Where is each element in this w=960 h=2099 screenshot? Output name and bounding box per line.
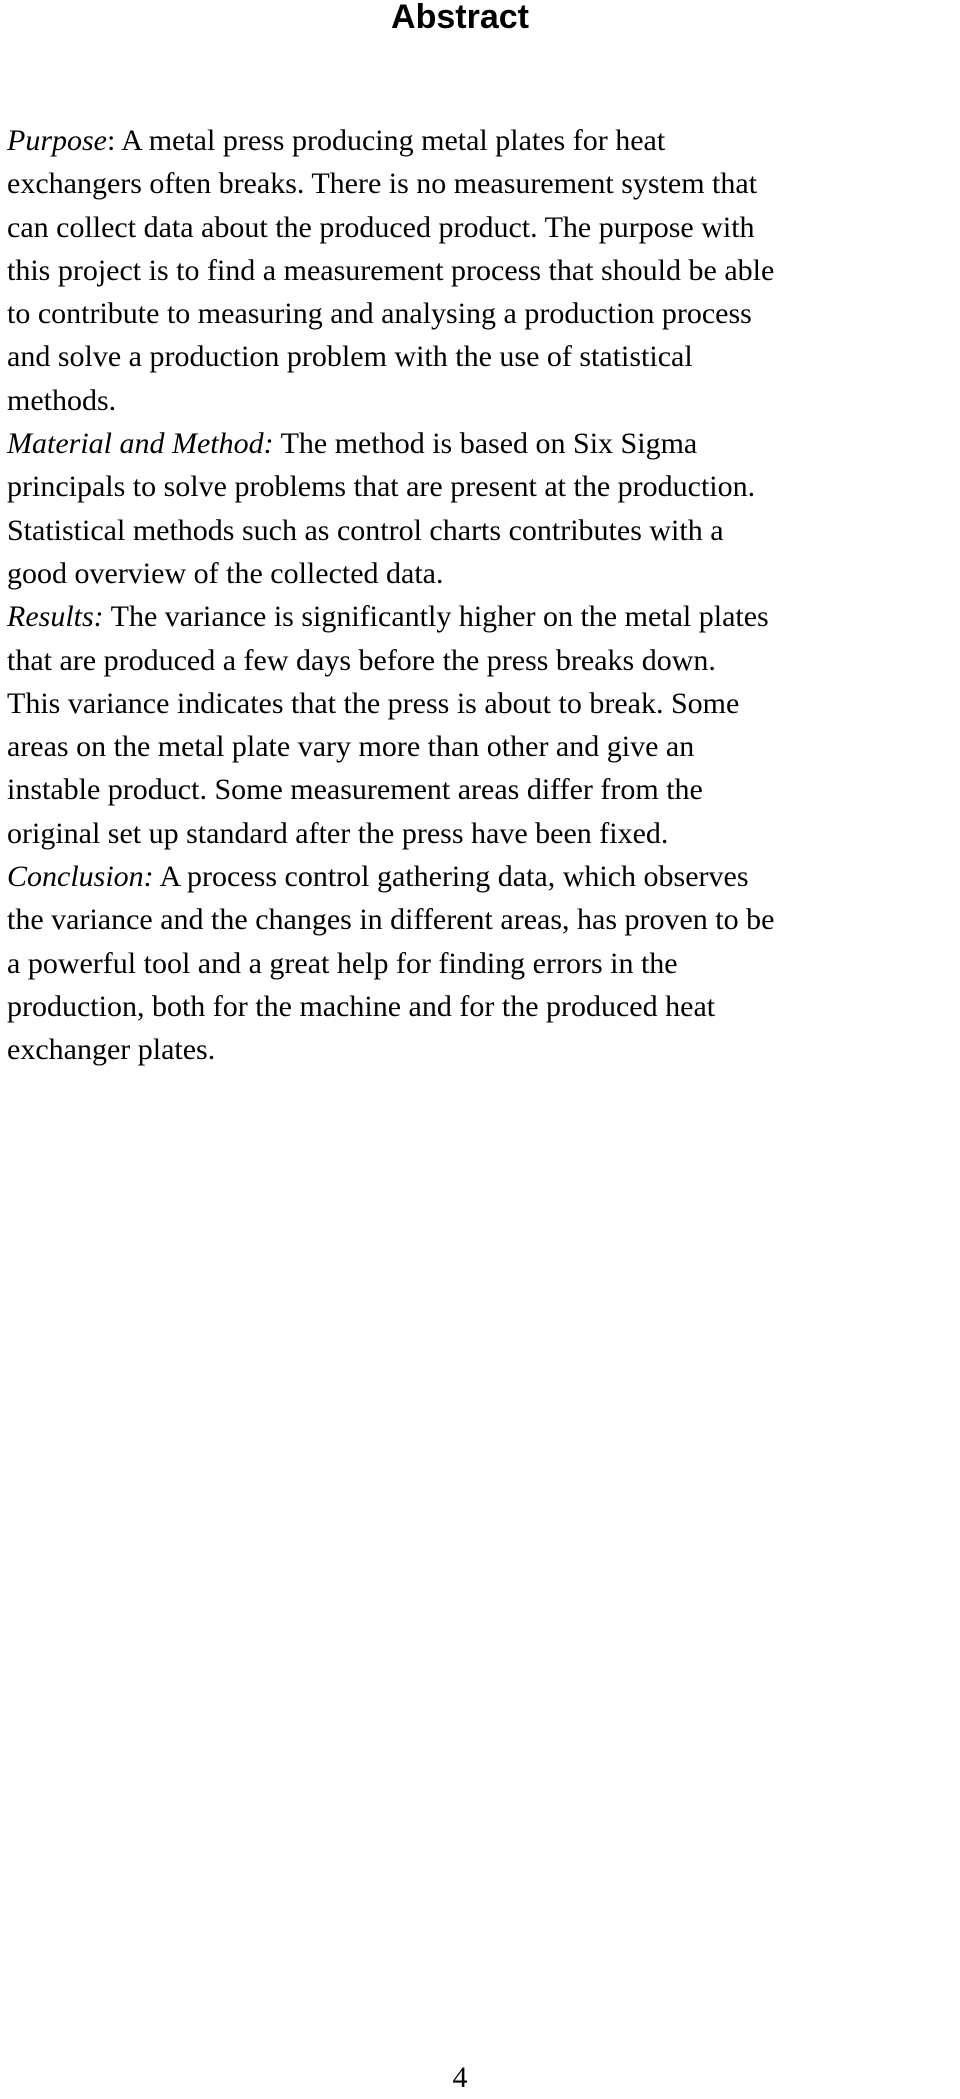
- method-text: The method is based on Six Sigma: [273, 427, 698, 461]
- method-label: Material and Method:: [7, 427, 274, 461]
- results-line-3: This variance indicates that the press is about to break. Some: [7, 686, 740, 720]
- conclusion-line-5: exchanger plates.: [7, 1033, 216, 1067]
- results-text: The variance is significantly higher on the metal plates: [103, 600, 769, 634]
- purpose-line-7: methods.: [7, 383, 117, 417]
- purpose-line-2: exchangers often breaks. There is no measurement system that: [7, 167, 758, 201]
- conclusion-line-2: the variance and the changes in different areas, has proven to be: [7, 903, 775, 937]
- purpose-text: : A metal press producing metal plates for heat: [107, 124, 666, 157]
- results-line-6: original set up standard after the press have been fixed.: [7, 816, 669, 850]
- conclusion-line-4: production, both for the machine and for the produced heat: [7, 989, 716, 1023]
- abstract-heading: Abstract: [391, 0, 529, 36]
- results-line-4: areas on the metal plate vary more than other and give an: [7, 730, 695, 764]
- purpose-line-5: to contribute to measuring and analysing a production process: [7, 297, 752, 331]
- results-label: Results:: [7, 600, 104, 634]
- method-line-2: principals to solve problems that are present at the production.: [7, 470, 756, 504]
- purpose-line-6: and solve a production problem with the use of statistical: [7, 340, 693, 374]
- results-line-5: instable product. Some measurement areas differ from the: [7, 773, 703, 807]
- conclusion-line-3: a powerful tool and a great help for finding errors in the: [7, 946, 678, 980]
- conclusion-line-1: [7, 855, 959, 898]
- purpose-line-1: [7, 119, 959, 162]
- purpose-line-3: can collect data about the produced product. The purpose with: [7, 210, 755, 244]
- method-line-1: [7, 422, 959, 465]
- page-number: 4: [452, 2061, 468, 2094]
- results-line-2: that are produced a few days before the press breaks down.: [7, 643, 716, 677]
- abstract-body: [7, 119, 959, 1072]
- method-line-3: Statistical methods such as control charts contributes with a: [7, 513, 724, 547]
- method-line-4: good overview of the collected data.: [7, 556, 444, 590]
- conclusion-label: Conclusion:: [7, 860, 154, 894]
- conclusion-text: A process control gathering data, which observes: [153, 860, 749, 894]
- purpose-line-4: this project is to find a measurement process that should be able: [7, 253, 775, 287]
- results-line-1: [7, 595, 959, 638]
- purpose-label: Purpose: [7, 124, 107, 157]
